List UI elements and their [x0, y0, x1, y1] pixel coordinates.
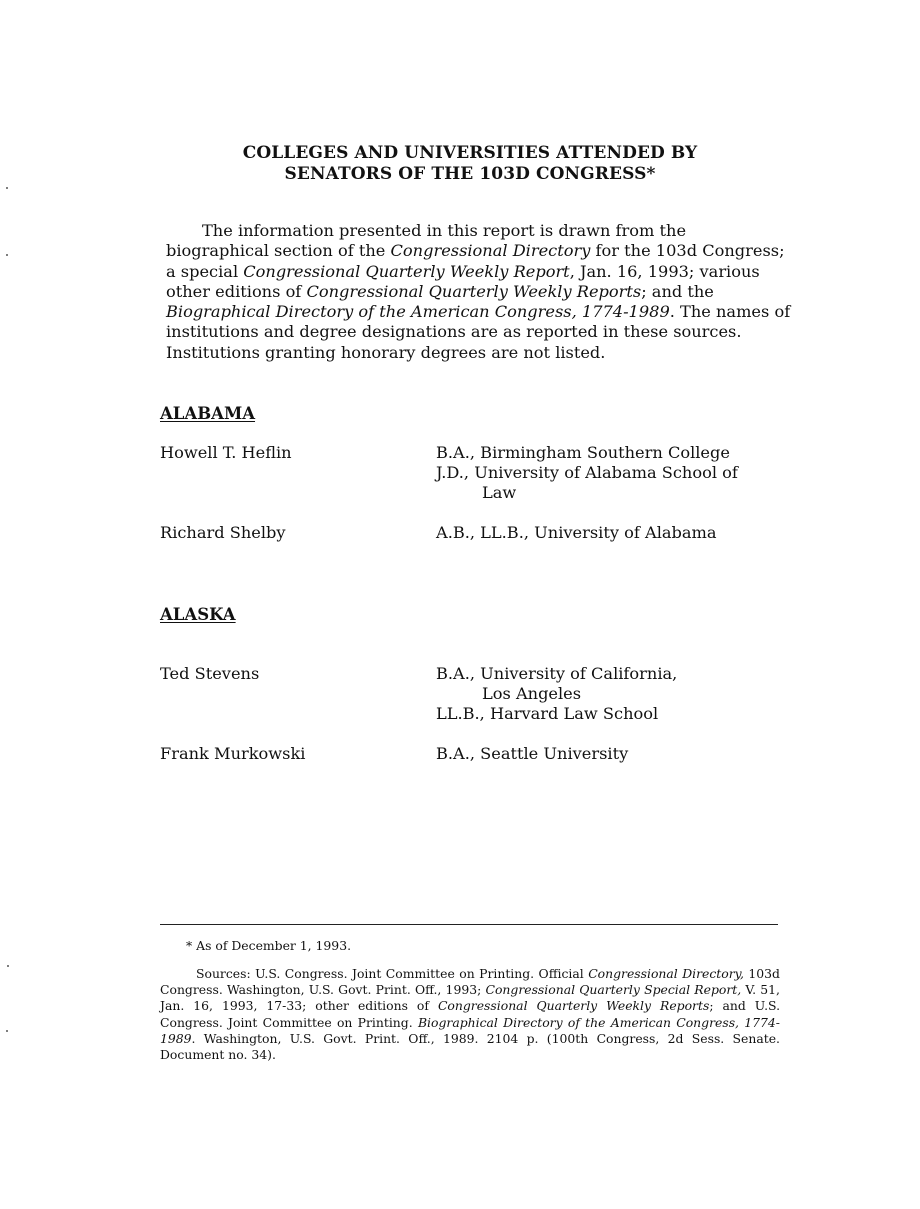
state-heading-alaska: ALASKA [160, 605, 236, 624]
degree-entry: B.A., Seattle University [436, 744, 629, 763]
sources-text: Sources: U.S. Congress. Joint Committee on Printing. Official [196, 966, 589, 981]
sources-italic: Biographical Directory of the American Congress, 1774-1989 [160, 1014, 780, 1046]
intro-text: ; and the [641, 281, 714, 301]
senator-name: Ted Stevens [160, 664, 260, 683]
scan-speck [6, 254, 8, 256]
sources-text: V. 51, Jan. 16, 1993, 17-33; other editions of [160, 982, 780, 1014]
scan-speck [7, 965, 9, 967]
degree-entry: A.B., LL.B., University of Alabama [436, 523, 717, 542]
intro-italic: Congressional Directory [390, 241, 591, 261]
sources-text: 103d Congress. Washington, U.S. Govt. Print. Off., 1993; [160, 966, 780, 998]
degree-list [436, 523, 796, 543]
intro-text: , Jan. 16, 1993; various other editions of [166, 261, 760, 301]
intro-italic: Biographical Directory of the American Congress, 1774-1989 [166, 302, 670, 322]
senator-name: Howell T. Heflin [160, 443, 292, 462]
degree-entry-continuation: Los Angeles [482, 684, 582, 703]
degree-list [436, 443, 796, 503]
sources-text: . Washington, U.S. Govt. Print. Off., 1989. 2104 p. (100th Congress, 2d Sess. Senate. Document no. 34). [160, 1030, 780, 1063]
degree-entry: B.A., University of California, [436, 664, 678, 683]
sources-italic: Congressional Quarterly Special Report, [485, 982, 742, 998]
intro-text: for the 103d Congress; a special [166, 241, 785, 281]
title-line-2: SENATORS OF THE 103D CONGRESS* [284, 164, 656, 184]
footnote-divider [160, 924, 778, 925]
degree-entry: LL.B., Harvard Law School [436, 704, 659, 723]
sources-italic: Congressional Quarterly Weekly Reports [437, 998, 710, 1014]
intro-paragraph [166, 221, 792, 363]
sources-paragraph [160, 966, 780, 1063]
sources-italic: Congressional Directory, [588, 966, 744, 981]
title-line-1: COLLEGES AND UNIVERSITIES ATTENDED BY [242, 143, 698, 163]
sources-text: ; and U.S. Congress. Joint Committee on Printing. [160, 998, 781, 1030]
scan-speck [6, 1030, 8, 1032]
page-title [160, 143, 780, 185]
scan-speck [6, 187, 8, 189]
intro-text: . The names of institutions and degree designations are as reported in these sources. Institutions granting honorary degrees are not listed. [166, 302, 791, 362]
degree-list [436, 664, 796, 724]
degree-entry: B.A., Birmingham Southern College [436, 443, 730, 462]
degree-entry-continuation: Law [482, 483, 517, 502]
intro-italic: Congressional Quarterly Weekly Reports [306, 281, 642, 301]
senator-name: Richard Shelby [160, 523, 286, 542]
degree-entry: J.D., University of Alabama School of [436, 463, 738, 482]
senator-name: Frank Murkowski [160, 744, 306, 763]
intro-italic: Congressional Quarterly Weekly Report [243, 261, 570, 281]
footnote: * As of December 1, 1993. [186, 938, 352, 953]
degree-list [436, 744, 796, 764]
intro-text: The information presented in this report is drawn from the biographical section of the [166, 221, 687, 261]
state-heading-alabama: ALABAMA [160, 404, 256, 423]
